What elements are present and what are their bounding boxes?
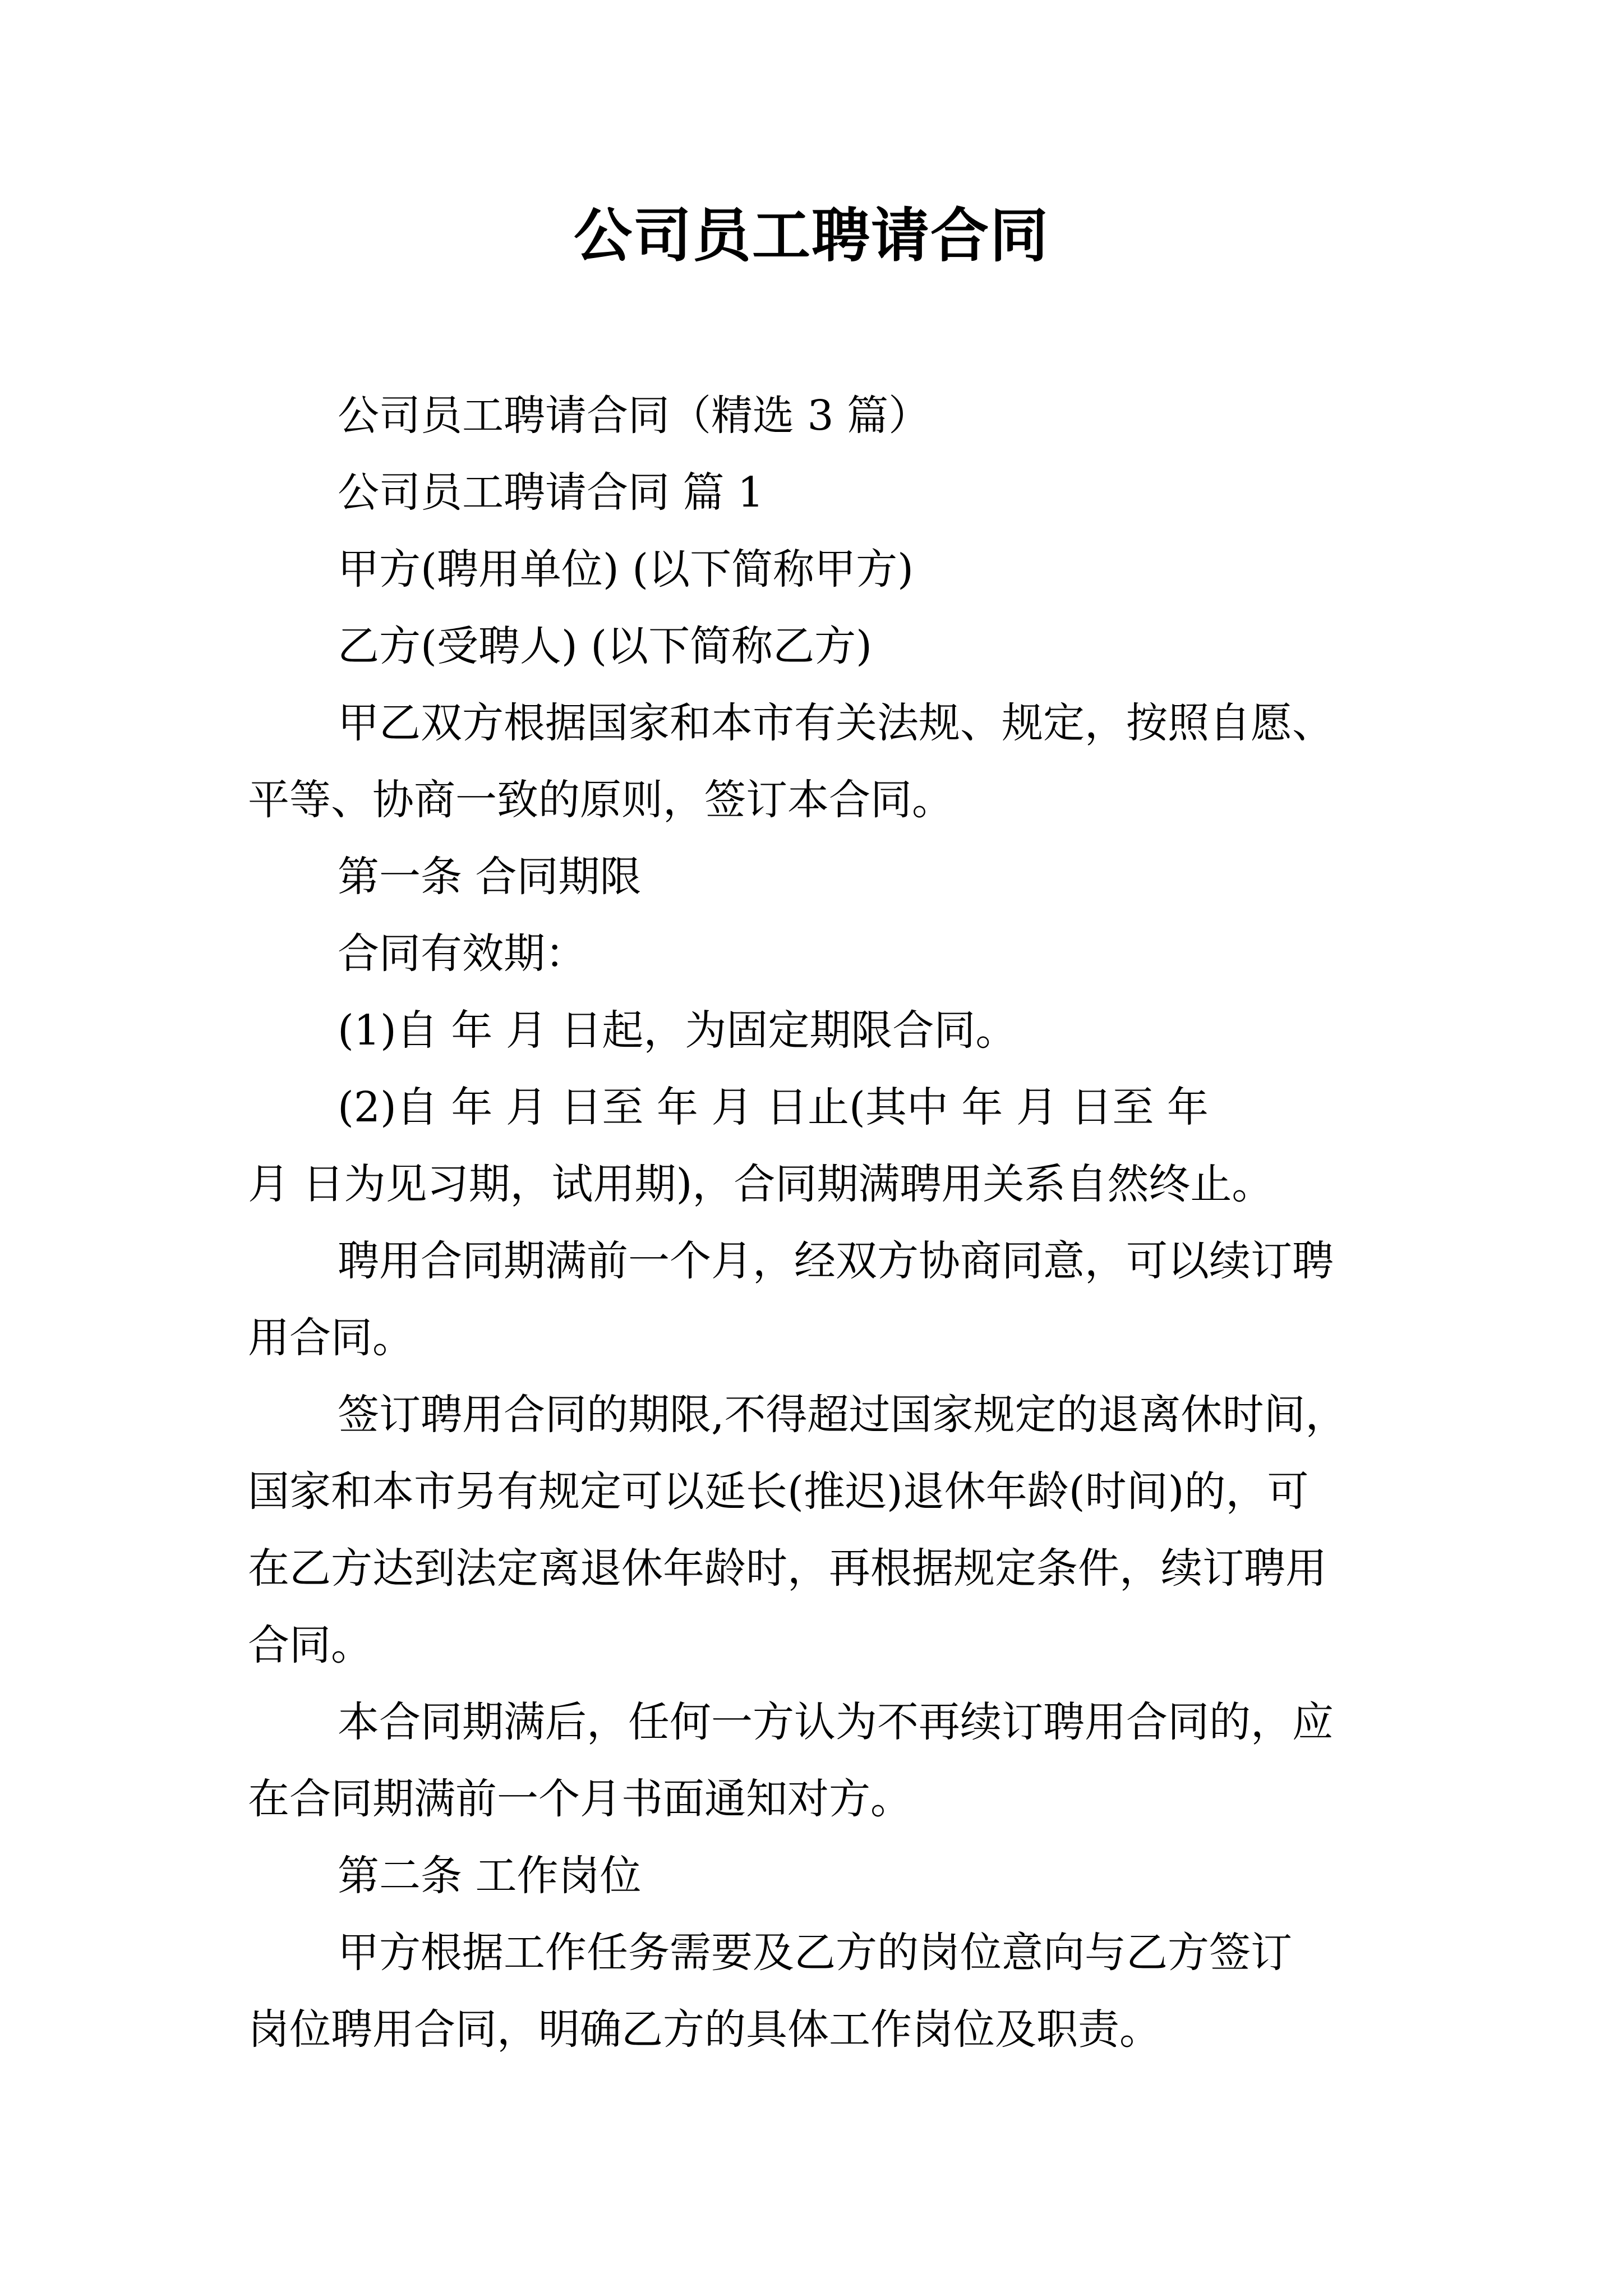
- body-line: 第一条 合同期限: [338, 853, 642, 901]
- body-line: 签订聘用合同的期限,不得超过国家规定的退离休时间，: [338, 1391, 1347, 1439]
- body-line: 平等、协商一致的原则，签订本合同。: [248, 776, 953, 824]
- body-line: 甲乙双方根据国家和本市有关法规、规定，按照自愿、: [338, 699, 1334, 747]
- body-line: 乙方(受聘人) (以下简称乙方): [338, 622, 873, 670]
- body-line: 国家和本市另有规定可以延长(推迟)退休年龄(时间)的，可: [248, 1467, 1309, 1516]
- body-line: 甲方根据工作任务需要及乙方的岗位意向与乙方签订: [338, 1929, 1292, 1977]
- body-line: 公司员工聘请合同（精选 3 篇）: [338, 392, 930, 440]
- body-line: 合同有效期：: [338, 930, 587, 978]
- body-line: 月 日为见习期，试用期)，合同期满聘用关系自然终止。: [248, 1160, 1274, 1208]
- body-line: 甲方(聘用单位) (以下简称甲方): [338, 545, 914, 593]
- body-line: 合同。: [248, 1621, 372, 1669]
- body-line: (1)自 年 月 日起，为固定期限合同。: [338, 1006, 1017, 1055]
- document-title: 公司员工聘请合同: [573, 201, 1049, 270]
- body-line: 在合同期满前一个月书面通知对方。: [248, 1775, 912, 1823]
- body-line: 聘用合同期满前一个月，经双方协商同意，可以续订聘: [338, 1237, 1334, 1285]
- body-line: 本合同期满后，任何一方认为不再续订聘用合同的，应: [338, 1698, 1334, 1746]
- body-line: (2)自 年 月 日至 年 月 日止(其中 年 月 日至 年: [338, 1083, 1209, 1131]
- body-line: 在乙方达到法定离退休年龄时，再根据规定条件，续订聘用: [248, 1544, 1327, 1593]
- body-line: 公司员工聘请合同 篇 1: [338, 468, 764, 517]
- body-line: 第二条 工作岗位: [338, 1852, 642, 1900]
- body-line: 用合同。: [248, 1314, 414, 1362]
- document-body: [248, 378, 1414, 2068]
- body-line: 岗位聘用合同，明确乙方的具体工作岗位及职责。: [248, 2005, 1161, 2054]
